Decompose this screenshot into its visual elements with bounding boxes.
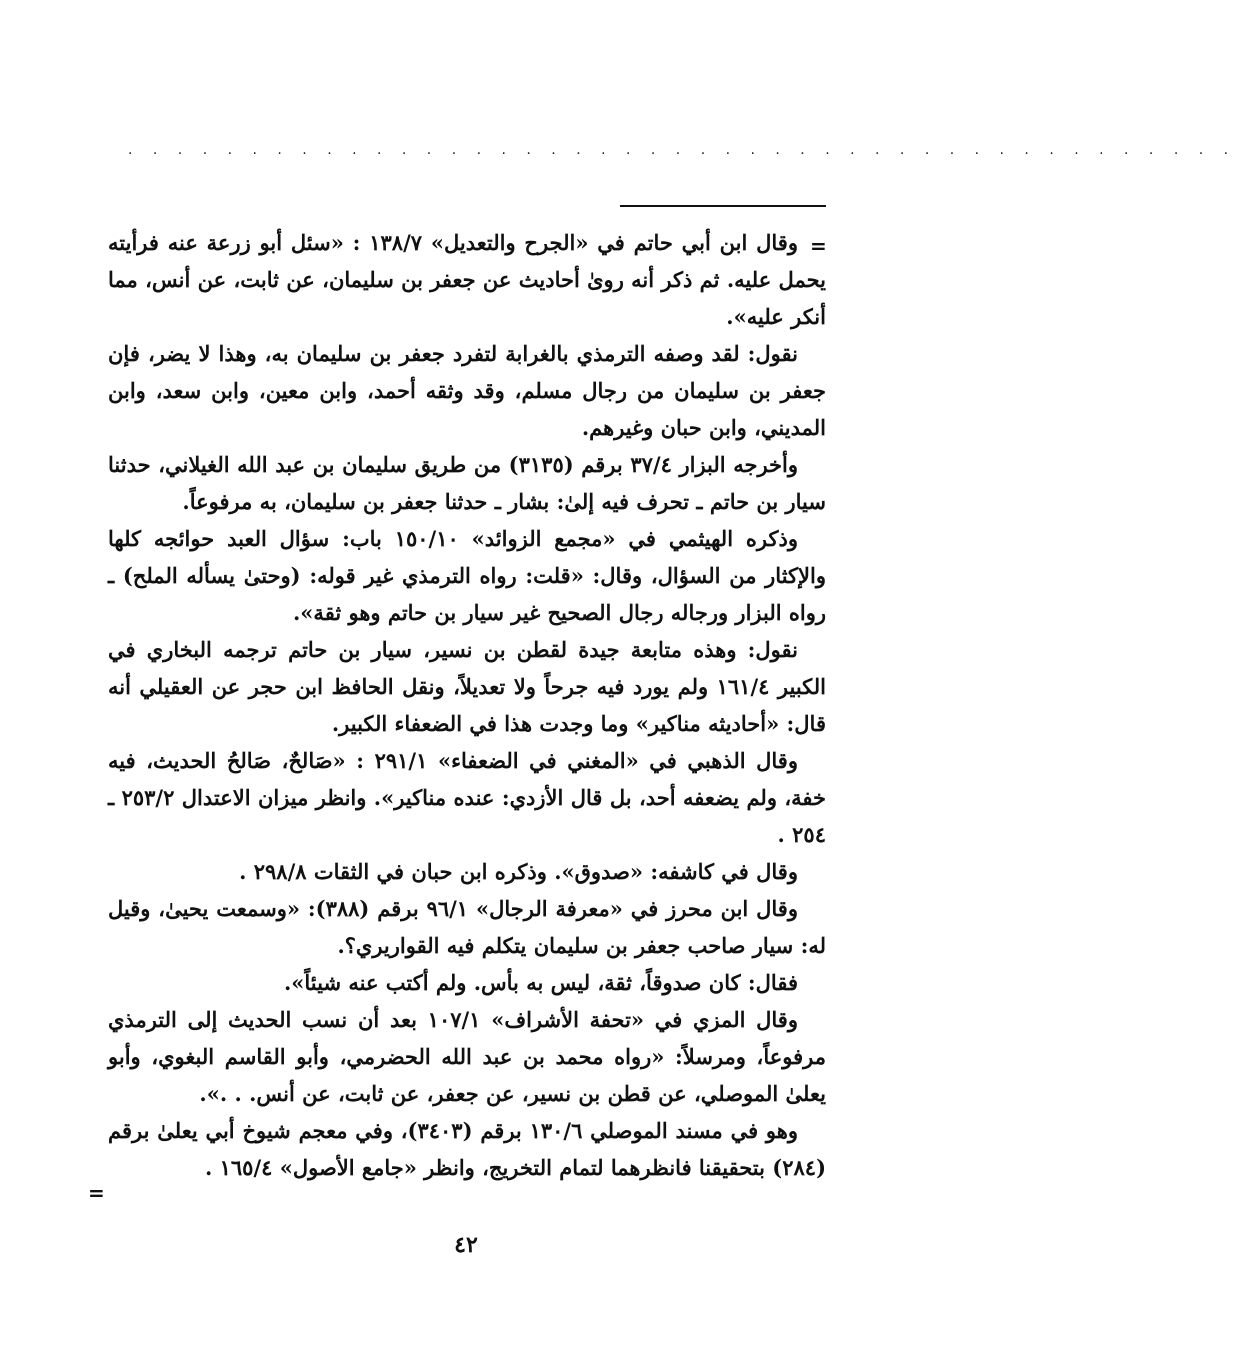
paragraph: نقول: لقد وصفه الترمذي بالغرابة لتفرد جعفر بن سليمان به، وهذا لا يضر، فإن جعفر بن سليمان من رجال مسلم، وقد وثقه أحمد، وابن معين، وابن سعد، وابن المديني، وابن حبان وغيرهم. bbox=[108, 341, 826, 440]
paragraph: وقال الذهبي في «المغني في الضعفاء» ٢٩١/١ : «صَالحٌ، صَالحُ الحديث، فيه خفة، ولم يضعفه أحد، بل قال الأزدي: عنده مناكير». وانظر ميزان الاعتدال ٢٥٣/٢ ـ ٢٥٤ . bbox=[108, 748, 826, 847]
paragraph: نقول: وهذه متابعة جيدة لقطن بن نسير، سيار بن حاتم ترجمه البخاري في الكبير ١٦١/٤ ولم يورد فيه جرحاً ولا تعديلاً، ونقل الحافظ ابن حجر عن العقيلي أنه قال: «أحاديثه مناكير» وما وجدت هذا في الضعفاء الكبير. bbox=[108, 637, 827, 736]
paragraph: وهو في مسند الموصلي ١٣٠/٦ برقم (٣٤٠٣)، وفي معجم شيوخ أبي يعلىٰ برقم (٢٨٤) بتحقيقنا فانظرهما لتمام التخريج، وانظر «جامع الأصول» ١٦٥/٤ . bbox=[108, 1118, 826, 1180]
paragraph: وأخرجه البزار ٣٧/٤ برقم (٣١٣٥) من طريق سليمان بن عبد الله الغيلاني، حدثنا سيار بن حاتم ـ تحرف فيه إلىٰ: بشار ـ حدثنا جعفر بن سليمان، به مرفوعاً. bbox=[108, 452, 826, 514]
paragraph: وقال ابن أبي حاتم في «الجرح والتعديل» ١٣٨/٧ : «سئل أبو زرعة عنه فرأيته يحمل عليه. ثم ذكر أنه روىٰ أحاديث عن جعفر بن سليمان، عن ثابت، عن أنس، مما أنكر عليه». bbox=[108, 230, 826, 329]
continuation-mark-bottom: = bbox=[88, 1181, 105, 1205]
footnote-rule bbox=[620, 205, 826, 207]
section-separator-dots: . . . . . . . . . . . . . . . . . . . . . . . . . . . . . . . . . . . . . . . . . . . . . bbox=[128, 142, 1236, 158]
paragraph: وقال المزي في «تحفة الأشراف» ١٠٧/١ بعد أن نسب الحديث إلى الترمذي مرفوعاً، ومرسلاً: «رواه محمد بن عبد الله الحضرمي، وأبو القاسم البغوي، وأبو يعلىٰ الموصلي، عن قطن بن نسير، عن جعفر، عن ثابت، عن أنس. . .». bbox=[108, 1007, 826, 1106]
page-number: ٤٢ bbox=[454, 1232, 478, 1258]
continuation-mark-top: = bbox=[810, 234, 827, 258]
footnote-text bbox=[108, 224, 826, 1186]
paragraph: وقال في كاشفه: «صدوق». وذكره ابن حبان في الثقات ٢٩٨/٨ . bbox=[239, 859, 798, 884]
paragraph: فقال: كان صدوقاً، ثقة، ليس به بأس. ولم أكتب عنه شيئاً». bbox=[283, 970, 798, 995]
paragraph: وقال ابن محرز في «معرفة الرجال» ٩٦/١ برقم (٣٨٨): «وسمعت يحيىٰ، وقيل له: سيار صاحب جعفر بن سليمان يتكلم فيه القواريري؟. bbox=[108, 896, 826, 958]
paragraph: وذكره الهيثمي في «مجمع الزوائد» ١٥٠/١٠ باب: سؤال العبد حوائجه كلها والإكثار من السؤال، وقال: «قلت: رواه الترمذي غير قوله: (وحتىٰ يسأله الملح) ـ رواه البزار ورجاله رجال الصحيح غير سيار بن حاتم وهو ثقة». bbox=[108, 526, 826, 625]
